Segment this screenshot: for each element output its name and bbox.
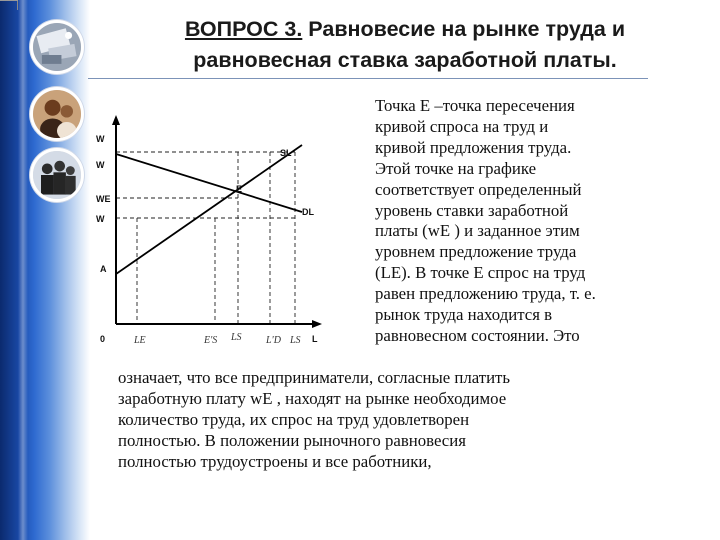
corner-mark-vertical <box>17 0 18 10</box>
text-line: Этой точке на графике <box>375 158 537 178</box>
y-tick-a: A <box>100 264 107 274</box>
sidebar-shine <box>18 0 28 540</box>
text-line: платы (wE ) и заданное этим <box>375 221 580 241</box>
x-tick-ls1: LS <box>231 332 242 343</box>
text-line: равен предложению труда, т. е. <box>375 284 596 304</box>
supply-curve <box>116 145 302 274</box>
y-axis-arrow <box>112 115 120 125</box>
left-sidebar <box>0 0 90 540</box>
x-tick-ls2: LS <box>290 335 301 346</box>
supply-label: SL <box>280 148 292 158</box>
text-line: рынок труда находится в <box>375 305 553 325</box>
x-tick-es: E'S <box>204 335 218 346</box>
text-line: равновесном состоянии. Это <box>375 325 580 345</box>
x-tick-le: LE <box>134 335 146 346</box>
title-line1: Равновесие на рынке труда и <box>302 17 626 41</box>
text-line: соответствует определенный <box>375 179 582 199</box>
y-tick-we: WE <box>96 194 111 204</box>
origin-label: 0 <box>100 334 106 344</box>
title-prefix: ВОПРОС 3. <box>184 17 303 41</box>
text-line: означает, что все предприниматели, согласные платить <box>118 368 511 387</box>
explanation-paragraph-right <box>375 96 705 347</box>
title-line2: равновесная ставка заработной платы. <box>193 48 617 72</box>
y-axis-label: W <box>96 134 105 144</box>
text-line: кривой спроса на труд и <box>375 116 549 136</box>
office-photo-icon <box>30 20 84 74</box>
text-line: (LE). В точке E спрос на труд <box>375 263 586 283</box>
x-tick-ld: L'D <box>266 335 281 346</box>
text-line: Точка E –точка пересечения <box>375 96 575 115</box>
labor-market-diagram <box>90 110 330 350</box>
text-line: кривой предложения труда. <box>375 137 572 157</box>
x-axis-label: L <box>312 334 318 344</box>
demand-label: DL <box>302 207 314 217</box>
text-line: заработную плату wE , находят на рынке необходимое <box>118 388 507 408</box>
text-line: полностью трудоустроены и все работники, <box>118 451 432 471</box>
demand-curve <box>116 154 302 212</box>
y-tick-w1: W <box>96 160 105 170</box>
title-divider <box>88 78 648 79</box>
slide-title <box>90 14 720 76</box>
corner-mark-horizontal <box>0 0 18 1</box>
equilibrium-point-label: E <box>236 184 243 194</box>
explanation-paragraph-full <box>118 368 708 473</box>
y-tick-w2: W <box>96 214 105 224</box>
text-line: количество труда, их спрос на труд удовлетворен <box>118 409 470 429</box>
text-line: полностью. В положении рыночного равновесия <box>118 430 466 450</box>
x-axis-arrow <box>312 320 322 328</box>
team-photo-icon <box>30 148 84 202</box>
people-photo-icon <box>30 87 84 141</box>
text-line: уровень ставки заработной <box>375 200 569 220</box>
text-line: уровнем предложение труда <box>375 242 577 262</box>
